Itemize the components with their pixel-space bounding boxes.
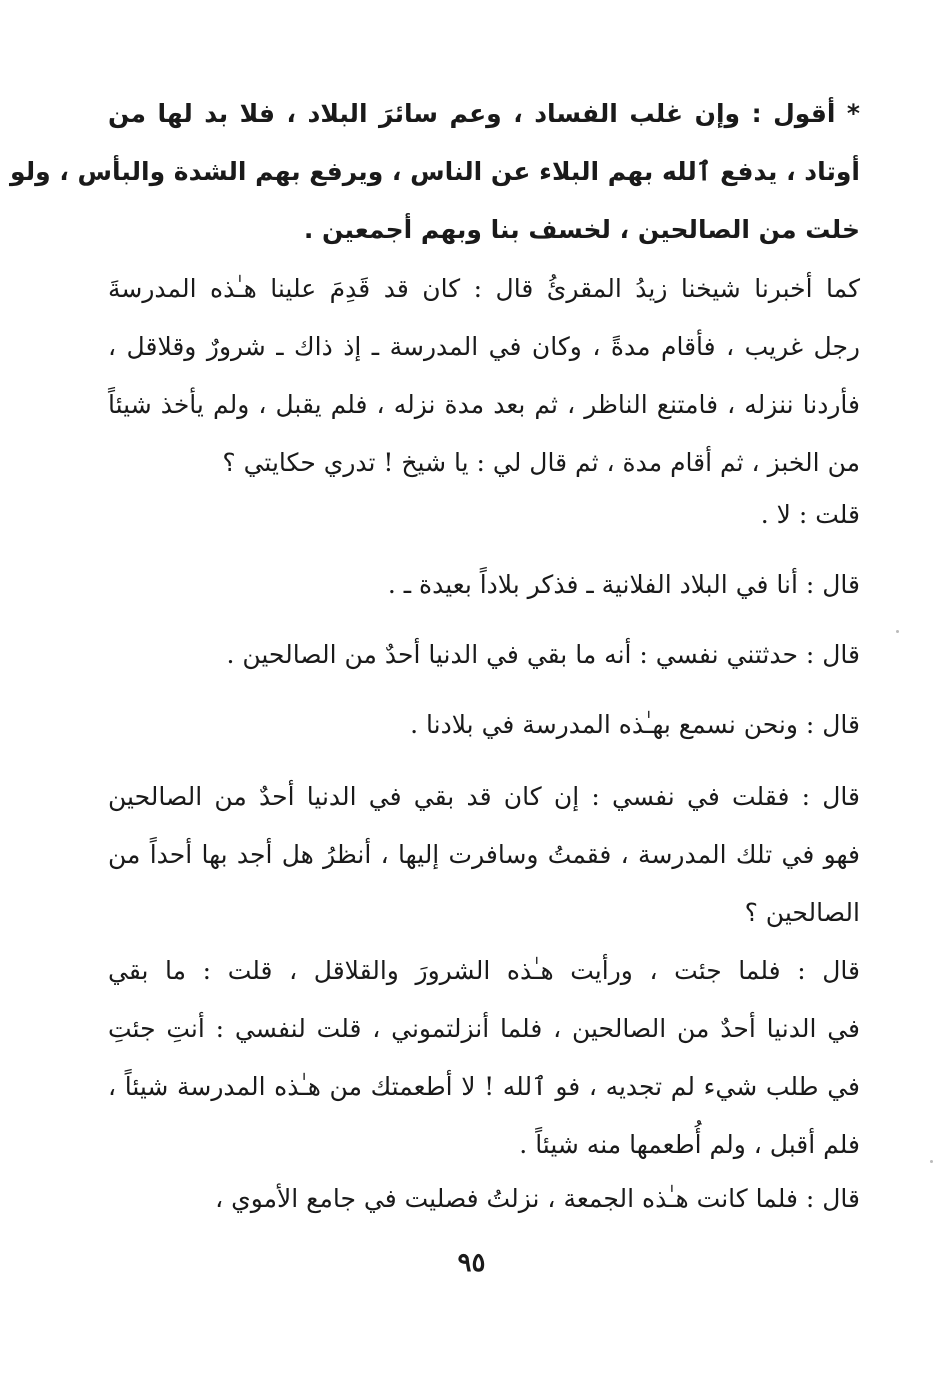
text-line: فهو في تلك المدرسة ، فقمتُ وسافرت إليها ، أنظرُ هل أجد بها أحداً من xyxy=(108,840,860,869)
paragraph-narration xyxy=(108,768,860,942)
paragraph-line: قال : حدثتني نفسي : أنه ما بقي في الدنيا أحدٌ من الصالحين . xyxy=(226,640,860,669)
text-line: كما أخبرنا شيخنا زيدُ المقرئُ قال : كان قد قَدِمَ علينا هـٰذه المدرسةَ xyxy=(108,274,860,303)
paragraph-line: قال : فلما كانت هـٰذه الجمعة ، نزلتُ فصليت في جامع الأموي ، xyxy=(215,1184,860,1213)
paragraph-bold-intro xyxy=(10,85,860,259)
text-line: في الدنيا أحدٌ من الصالحين ، فلما أنزلتموني ، قلت لنفسي : أنتِ جئتِ xyxy=(108,1014,860,1043)
paragraph-narration xyxy=(108,942,860,1174)
text-line: رجل غريب ، فأقام مدةً ، وكان في المدرسة ـ إذ ذاك ـ شرورٌ وقلاقل ، xyxy=(108,332,860,361)
paragraph-line: قال : ونحن نسمع بهـٰذه المدرسة في بلادنا . xyxy=(410,710,860,739)
text-line: في طلب شيء لم تجديه ، فو ٱلله ! لا أطعمتك من هـٰذه المدرسة شيئاً ، xyxy=(108,1072,860,1101)
scan-speck xyxy=(930,1160,933,1163)
text-line: فأردنا ننزله ، فامتنع الناظر ، ثم بعد مدة نزله ، فلم يقبل ، ولم يأخذ شيئاً xyxy=(108,390,860,419)
text-line: أوتاد ، يدفع ٱلله بهم البلاء عن الناس ، ويرفع بهم الشدة والبأس ، ولو xyxy=(10,157,860,186)
text-line: من الخبز ، ثم أقام مدة ، ثم قال لي : يا شيخ ! تدري حكايتي ؟ xyxy=(222,448,860,477)
text-line: * أقول : وإن غلب الفساد ، وعم سائرَ البلاد ، فلا بد لها من xyxy=(108,99,860,128)
text-line: خلت من الصالحين ، لخسف بنا وبهم أجمعين . xyxy=(303,215,860,244)
paragraph-line: قال : أنا في البلاد الفلانية ـ فذكر بلاداً بعيدة ـ . xyxy=(387,570,860,599)
paragraph-line: قلت : لا . xyxy=(760,500,860,529)
paragraph-narration xyxy=(108,260,860,492)
scan-speck xyxy=(896,630,899,633)
text-line: قال : فقلت في نفسي : إن كان قد بقي في الدنيا أحدٌ من الصالحين xyxy=(108,782,860,811)
text-line: الصالحين ؟ xyxy=(744,898,860,927)
text-line: فلم أقبل ، ولم أُطعمها منه شيئاً . xyxy=(519,1130,860,1159)
text-line: قال : فلما جئت ، ورأيت هـٰذه الشرورَ والقلاقل ، قلت : ما بقي xyxy=(108,956,860,985)
page-number: ٩٥ xyxy=(457,1248,486,1278)
